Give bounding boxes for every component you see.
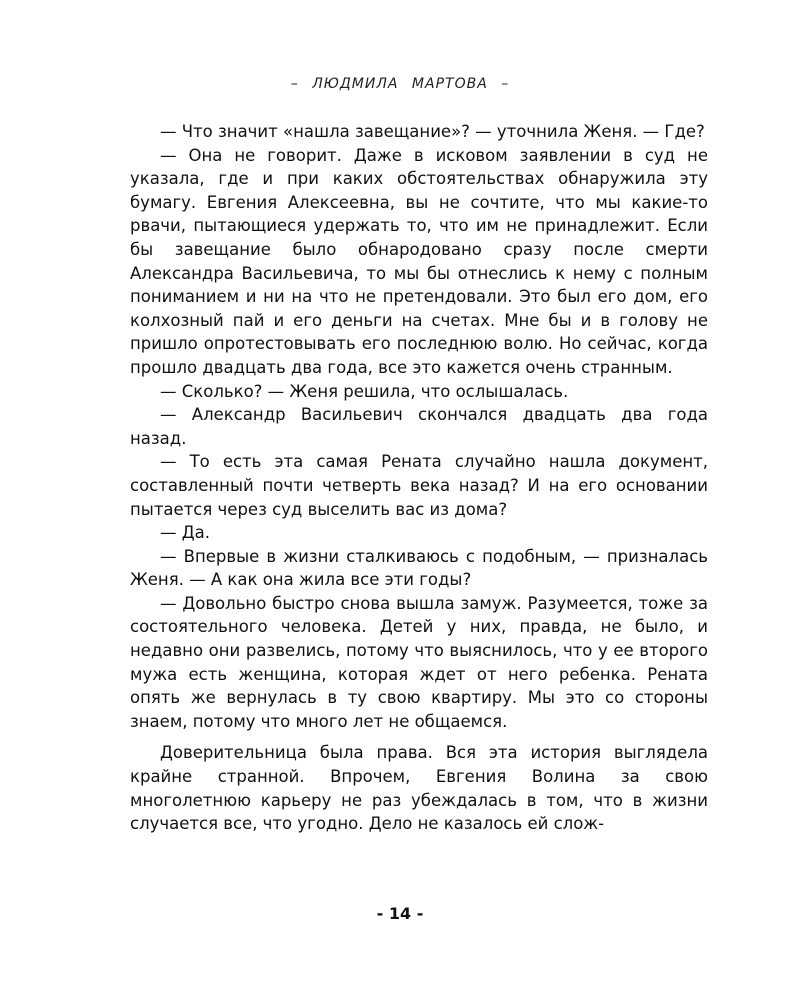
paragraph: — Впервые в жизни сталкиваюсь с подобным, — призналась Женя. — А как она жила все эти годы? bbox=[130, 546, 708, 590]
page-number: - 14 - bbox=[376, 904, 424, 923]
paragraph: — Довольно быстро снова вышла замуж. Разумеется, тоже за состоятельного человека. Детей у них, правда, не было, и недавно они развелись, потому что выяснилось, что у ее второго мужа есть женщина, которая ждет от него ребенка. Рената опять же вернулась в ту свою квартиру. Мы это со стороны знаем, потому что много лет не общаемся. bbox=[130, 593, 708, 731]
paragraph: — Она не говорит. Даже в исковом заявлении в суд не указала, где и при каких обстоятельствах обнаружила эту бумагу. Евгения Алексеевна, вы не сочтите, что мы какие-то рвачи, пытающиеся удержать то, что им не принадлежит. Если бы завещание было обнародовано сразу после смерти Александра Васильевича, то мы бы отнеслись к нему с полным пониманием и ни на что не претендовали. Это был его дом, его колхозный пай и его деньги на счетах. Мне бы и в голову не пришло опротестовывать его последнюю волю. Но сейчас, когда прошло двадцать два года, все это кажется очень странным. bbox=[130, 145, 708, 377]
paragraph: — Александр Васильевич скончался двадцать два года назад. bbox=[130, 405, 708, 448]
paragraph: Доверительница была права. Вся эта история выглядела крайне странной. Впрочем, Евгения Волина за свою многолетнюю карьеру не раз убеждалась в том, что в жизни случается все, что угодно. Дело не казалось ей слож- bbox=[130, 743, 708, 834]
paragraph: — Что значит «нашла завещание»? — уточнила Женя. — Где? bbox=[160, 122, 705, 141]
running-header: – ЛЮДМИЛА МАРТОВА – bbox=[290, 76, 510, 92]
paragraph: — Да. bbox=[160, 523, 210, 543]
paragraph: — Сколько? — Женя решила, что ослышалась. bbox=[160, 381, 569, 401]
page-body bbox=[130, 120, 708, 836]
paragraph: — То есть эта самая Рената случайно нашла документ, составленный почти четверть века назад? И на его основании пытается через суд выселить вас из дома? bbox=[130, 452, 708, 519]
